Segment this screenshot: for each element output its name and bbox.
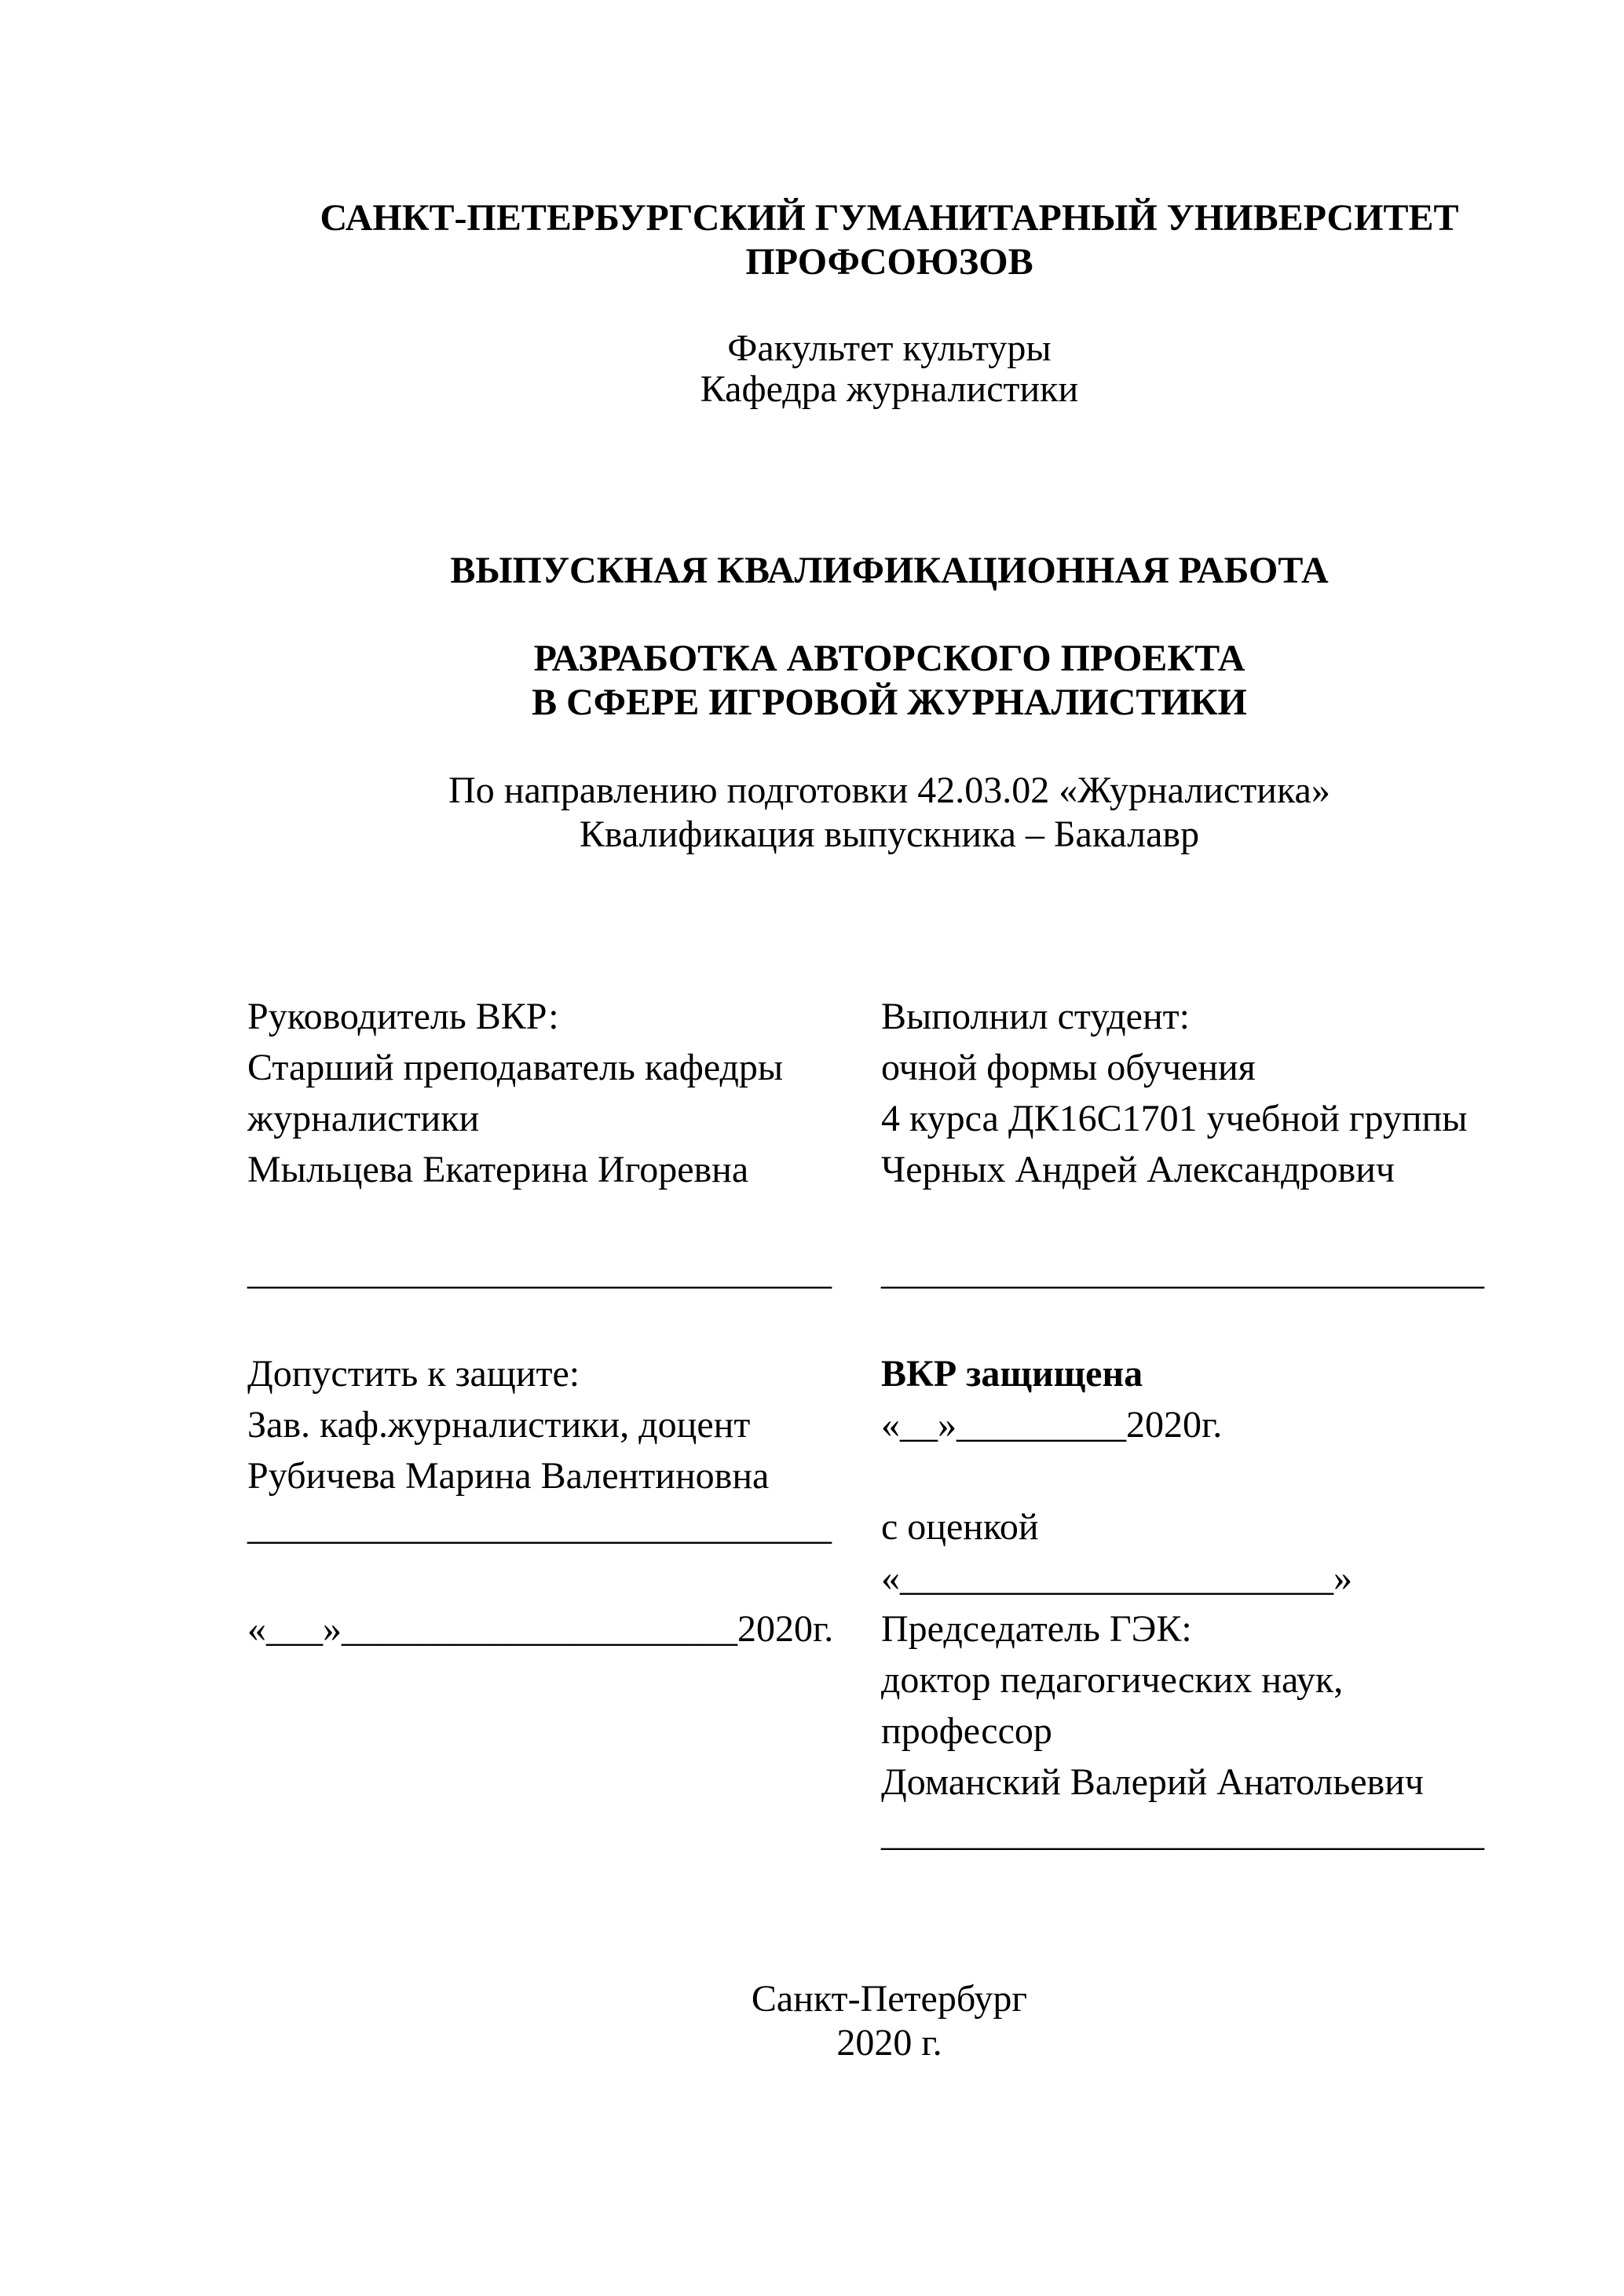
work-type-label: ВЫПУСКНАЯ КВАЛИФИКАЦИОННАЯ РАБОТА <box>450 550 1329 591</box>
department-name: Кафедра журналистики <box>700 368 1079 410</box>
admission-signature-line: _______________________________ <box>247 1506 832 1548</box>
direction-line: По направлению подготовки 42.03.02 «Журналистика» <box>448 770 1330 811</box>
blank-row <box>881 1297 1531 1348</box>
city-line: Санкт-Петербург <box>751 1978 1028 2020</box>
direction-block <box>247 769 1531 857</box>
defense-label: ВКР защищена <box>881 1353 1143 1395</box>
city-year-block <box>247 1977 1531 2065</box>
work-title-line2: В СФЕРЕ ИГРОВОЙ ЖУРНАЛИСТИКИ <box>532 682 1247 723</box>
university-name <box>247 196 1531 284</box>
defense-date-line: «__»_________2020г. <box>881 1404 1223 1446</box>
supervisor-role-line1: Старший преподаватель кафедры <box>247 1047 784 1088</box>
blank-row <box>247 1552 881 1603</box>
admission-date-line: «___»_____________________2020г. <box>247 1608 834 1650</box>
faculty-name: Факультет культуры <box>727 327 1052 369</box>
signature-columns <box>247 991 1531 1859</box>
student-signature-line: ________________________________ <box>881 1251 1484 1292</box>
university-name-line1: САНКТ-ПЕТЕРБУРГСКИЙ ГУМАНИТАРНЫЙ УНИВЕРСИТЕТ <box>320 197 1459 239</box>
blank-row <box>881 1195 1531 1246</box>
grade-label: с оценкой <box>881 1506 1039 1548</box>
chairman-rank: профессор <box>881 1710 1052 1752</box>
student-line2: 4 курса ДК16С1701 учебной группы <box>881 1098 1468 1139</box>
blank-row <box>881 1450 1531 1501</box>
supervisor-name: Мыльцева Екатерина Игоревна <box>247 1149 749 1190</box>
student-name: Черных Андрей Александрович <box>881 1149 1395 1190</box>
blank-row <box>247 1297 881 1348</box>
year-line: 2020 г. <box>836 2022 942 2064</box>
supervisor-role-line2: журналистики <box>247 1098 480 1139</box>
university-name-line2: ПРОФСОЮЗОВ <box>745 241 1033 283</box>
admission-label: Допустить к защите: <box>247 1353 580 1395</box>
faculty-department-block <box>247 328 1531 410</box>
admission-name: Рубичева Марина Валентиновна <box>247 1455 770 1497</box>
chairman-signature-line: ________________________________ <box>881 1812 1484 1854</box>
supervisor-admission-column <box>247 991 881 1654</box>
work-title-line1: РАЗРАБОТКА АВТОРСКОГО ПРОЕКТА <box>533 638 1245 679</box>
student-label: Выполнил студент: <box>881 996 1190 1037</box>
admission-role: Зав. каф.журналистики, доцент <box>247 1404 751 1446</box>
student-line1: очной формы обучения <box>881 1047 1256 1088</box>
supervisor-signature-line: _______________________________ <box>247 1251 832 1292</box>
work-title <box>247 637 1531 725</box>
qualification-line: Квалификация выпускника – Бакалавр <box>579 813 1200 855</box>
chairman-degree: доктор педагогических наук, <box>881 1659 1344 1701</box>
work-type-heading <box>247 549 1531 593</box>
page-content <box>247 196 1531 2065</box>
student-defense-column <box>881 991 1531 1859</box>
chairman-label: Председатель ГЭК: <box>881 1608 1192 1650</box>
chairman-name: Доманский Валерий Анатольевич <box>881 1761 1425 1803</box>
blank-row <box>247 1195 881 1246</box>
grade-line: «_______________________» <box>881 1557 1352 1599</box>
supervisor-label: Руководитель ВКР: <box>247 996 559 1037</box>
